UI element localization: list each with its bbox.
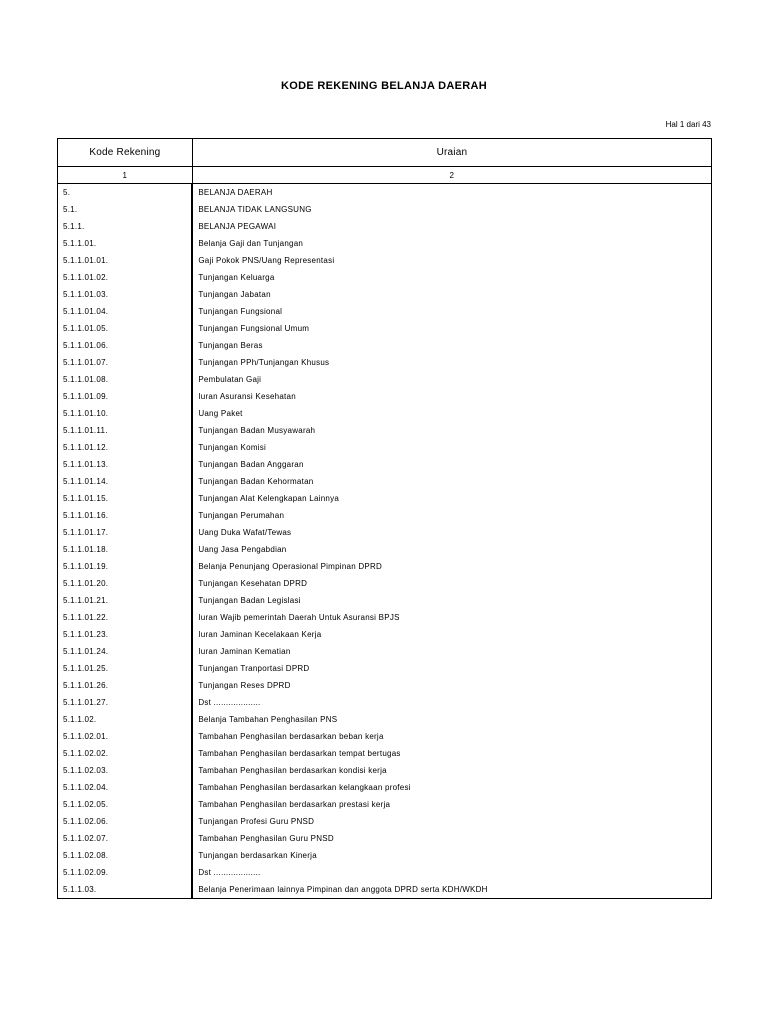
table-row bbox=[58, 762, 712, 779]
table-row bbox=[58, 439, 712, 456]
table-row bbox=[58, 847, 712, 864]
table-row bbox=[58, 745, 712, 762]
kode-rekening-cell: 5.1.1.02.08. bbox=[58, 847, 193, 864]
table-row bbox=[58, 813, 712, 830]
column-number-2: 2 bbox=[192, 167, 711, 184]
table-row bbox=[58, 490, 712, 507]
uraian-cell: Tambahan Penghasilan Guru PNSD bbox=[192, 830, 711, 847]
uraian-cell: Iuran Jaminan Kecelakaan Kerja bbox=[192, 626, 711, 643]
uraian-cell: Tambahan Penghasilan berdasarkan beban kerja bbox=[192, 728, 711, 745]
uraian-cell: Tunjangan Komisi bbox=[192, 439, 711, 456]
kode-rekening-cell: 5.1.1.01.03. bbox=[58, 286, 193, 303]
table-row bbox=[58, 694, 712, 711]
kode-rekening-cell: 5.1.1.01.17. bbox=[58, 524, 193, 541]
uraian-cell: Belanja Tambahan Penghasilan PNS bbox=[192, 711, 711, 728]
kode-rekening-cell: 5.1.1.01.04. bbox=[58, 303, 193, 320]
table-row bbox=[58, 643, 712, 660]
kode-rekening-cell: 5.1.1. bbox=[58, 218, 193, 235]
table-row bbox=[58, 422, 712, 439]
column-number-1: 1 bbox=[58, 167, 193, 184]
kode-rekening-cell: 5.1.1.01.15. bbox=[58, 490, 193, 507]
kode-rekening-cell: 5.1.1.01.10. bbox=[58, 405, 193, 422]
table-row bbox=[58, 779, 712, 796]
table-row bbox=[58, 609, 712, 626]
kode-rekening-cell: 5.1.1.01.24. bbox=[58, 643, 193, 660]
kode-rekening-cell: 5.1.1.02.09. bbox=[58, 864, 193, 881]
uraian-cell: Tunjangan Badan Kehormatan bbox=[192, 473, 711, 490]
table-row bbox=[58, 218, 712, 235]
table-row bbox=[58, 626, 712, 643]
kode-rekening-cell: 5.1.1.01.14. bbox=[58, 473, 193, 490]
kode-rekening-cell: 5.1.1.02.05. bbox=[58, 796, 193, 813]
table-row bbox=[58, 235, 712, 252]
table-row bbox=[58, 320, 712, 337]
table-row bbox=[58, 303, 712, 320]
table-row bbox=[58, 830, 712, 847]
table-row bbox=[58, 201, 712, 218]
uraian-cell: Tunjangan Alat Kelengkapan Lainnya bbox=[192, 490, 711, 507]
kode-rekening-cell: 5.1.1.01.25. bbox=[58, 660, 193, 677]
kode-rekening-cell: 5.1.1.01.07. bbox=[58, 354, 193, 371]
table-row bbox=[58, 864, 712, 881]
table-row bbox=[58, 269, 712, 286]
uraian-cell: Tunjangan Badan Musyawarah bbox=[192, 422, 711, 439]
header-uraian: Uraian bbox=[192, 139, 711, 167]
kode-rekening-cell: 5.1.1.02.04. bbox=[58, 779, 193, 796]
uraian-cell: BELANJA PEGAWAI bbox=[192, 218, 711, 235]
kode-rekening-cell: 5.1.1.01.27. bbox=[58, 694, 193, 711]
uraian-cell: Pembulatan Gaji bbox=[192, 371, 711, 388]
kode-rekening-cell: 5.1.1.01.08. bbox=[58, 371, 193, 388]
table-row bbox=[58, 592, 712, 609]
kode-rekening-cell: 5.1.1.02. bbox=[58, 711, 193, 728]
kode-rekening-cell: 5.1.1.02.01. bbox=[58, 728, 193, 745]
kode-rekening-cell: 5.1.1.02.06. bbox=[58, 813, 193, 830]
table-row bbox=[58, 473, 712, 490]
uraian-cell: Tambahan Penghasilan berdasarkan tempat bertugas bbox=[192, 745, 711, 762]
uraian-cell: Tunjangan Profesi Guru PNSD bbox=[192, 813, 711, 830]
uraian-cell: Dst ................... bbox=[192, 694, 711, 711]
table-row bbox=[58, 677, 712, 694]
uraian-cell: Gaji Pokok PNS/Uang Representasi bbox=[192, 252, 711, 269]
table-row bbox=[58, 337, 712, 354]
uraian-cell: Tambahan Penghasilan berdasarkan kondisi kerja bbox=[192, 762, 711, 779]
uraian-cell: Uang Duka Wafat/Tewas bbox=[192, 524, 711, 541]
uraian-cell: Belanja Gaji dan Tunjangan bbox=[192, 235, 711, 252]
kode-rekening-cell: 5.1.1.02.03. bbox=[58, 762, 193, 779]
uraian-cell: Tambahan Penghasilan berdasarkan prestasi kerja bbox=[192, 796, 711, 813]
table-row bbox=[58, 456, 712, 473]
table-row bbox=[58, 405, 712, 422]
account-code-table bbox=[57, 138, 712, 899]
uraian-cell: Tunjangan Fungsional bbox=[192, 303, 711, 320]
uraian-cell: Iuran Jaminan Kematian bbox=[192, 643, 711, 660]
kode-rekening-cell: 5.1.1.01.19. bbox=[58, 558, 193, 575]
table-row bbox=[58, 507, 712, 524]
uraian-cell: BELANJA TIDAK LANGSUNG bbox=[192, 201, 711, 218]
table-body bbox=[58, 184, 712, 899]
uraian-cell: Tunjangan Reses DPRD bbox=[192, 677, 711, 694]
kode-rekening-cell: 5.1.1.01. bbox=[58, 235, 193, 252]
table-row bbox=[58, 558, 712, 575]
kode-rekening-cell: 5.1.1.02.07. bbox=[58, 830, 193, 847]
uraian-cell: Tunjangan Perumahan bbox=[192, 507, 711, 524]
uraian-cell: Tunjangan Keluarga bbox=[192, 269, 711, 286]
kode-rekening-cell: 5.1.1.01.02. bbox=[58, 269, 193, 286]
column-number-row bbox=[58, 167, 712, 184]
table-row bbox=[58, 524, 712, 541]
uraian-cell: Tunjangan Tranportasi DPRD bbox=[192, 660, 711, 677]
uraian-cell: BELANJA DAERAH bbox=[192, 184, 711, 202]
table-row bbox=[58, 575, 712, 592]
uraian-cell: Tambahan Penghasilan berdasarkan kelangkaan profesi bbox=[192, 779, 711, 796]
uraian-cell: Belanja Penunjang Operasional Pimpinan DPRD bbox=[192, 558, 711, 575]
kode-rekening-cell: 5.1.1.01.18. bbox=[58, 541, 193, 558]
kode-rekening-cell: 5.1. bbox=[58, 201, 193, 218]
uraian-cell: Belanja Penerimaan lainnya Pimpinan dan anggota DPRD serta KDH/WKDH bbox=[192, 881, 711, 899]
table-row bbox=[58, 711, 712, 728]
kode-rekening-cell: 5.1.1.01.21. bbox=[58, 592, 193, 609]
document-title: KODE REKENING BELANJA DAERAH bbox=[280, 80, 487, 92]
table-row bbox=[58, 881, 712, 899]
kode-rekening-cell: 5.1.1.01.11. bbox=[58, 422, 193, 439]
kode-rekening-cell: 5.1.1.01.06. bbox=[58, 337, 193, 354]
uraian-cell: Tunjangan Beras bbox=[192, 337, 711, 354]
kode-rekening-cell: 5. bbox=[58, 184, 193, 202]
uraian-cell: Iuran Wajib pemerintah Daerah Untuk Asuransi BPJS bbox=[192, 609, 711, 626]
uraian-cell: Tunjangan Kesehatan DPRD bbox=[192, 575, 711, 592]
table-row bbox=[58, 354, 712, 371]
page-number: Hal 1 dari 43 bbox=[665, 120, 711, 129]
table-row bbox=[58, 660, 712, 677]
kode-rekening-cell: 5.1.1.01.05. bbox=[58, 320, 193, 337]
table-header-row bbox=[58, 139, 712, 167]
kode-rekening-cell: 5.1.1.02.02. bbox=[58, 745, 193, 762]
table-row bbox=[58, 371, 712, 388]
header-kode-rekening: Kode Rekening bbox=[58, 139, 193, 167]
table-row bbox=[58, 252, 712, 269]
kode-rekening-cell: 5.1.1.01.22. bbox=[58, 609, 193, 626]
kode-rekening-cell: 5.1.1.01.09. bbox=[58, 388, 193, 405]
kode-rekening-cell: 5.1.1.03. bbox=[58, 881, 193, 899]
uraian-cell: Tunjangan Fungsional Umum bbox=[192, 320, 711, 337]
kode-rekening-cell: 5.1.1.01.23. bbox=[58, 626, 193, 643]
kode-rekening-cell: 5.1.1.01.12. bbox=[58, 439, 193, 456]
uraian-cell: Uang Paket bbox=[192, 405, 711, 422]
uraian-cell: Tunjangan Badan Legislasi bbox=[192, 592, 711, 609]
uraian-cell: Tunjangan Jabatan bbox=[192, 286, 711, 303]
table-row bbox=[58, 796, 712, 813]
table-row bbox=[58, 541, 712, 558]
table-row bbox=[58, 388, 712, 405]
uraian-cell: Dst ................... bbox=[192, 864, 711, 881]
kode-rekening-cell: 5.1.1.01.26. bbox=[58, 677, 193, 694]
kode-rekening-cell: 5.1.1.01.01. bbox=[58, 252, 193, 269]
table-row bbox=[58, 728, 712, 745]
uraian-cell: Tunjangan PPh/Tunjangan Khusus bbox=[192, 354, 711, 371]
kode-rekening-cell: 5.1.1.01.16. bbox=[58, 507, 193, 524]
table-row bbox=[58, 286, 712, 303]
table-row bbox=[58, 184, 712, 202]
kode-rekening-cell: 5.1.1.01.13. bbox=[58, 456, 193, 473]
uraian-cell: Iuran Asuransi Kesehatan bbox=[192, 388, 711, 405]
uraian-cell: Tunjangan berdasarkan Kinerja bbox=[192, 847, 711, 864]
uraian-cell: Uang Jasa Pengabdian bbox=[192, 541, 711, 558]
kode-rekening-cell: 5.1.1.01.20. bbox=[58, 575, 193, 592]
uraian-cell: Tunjangan Badan Anggaran bbox=[192, 456, 711, 473]
